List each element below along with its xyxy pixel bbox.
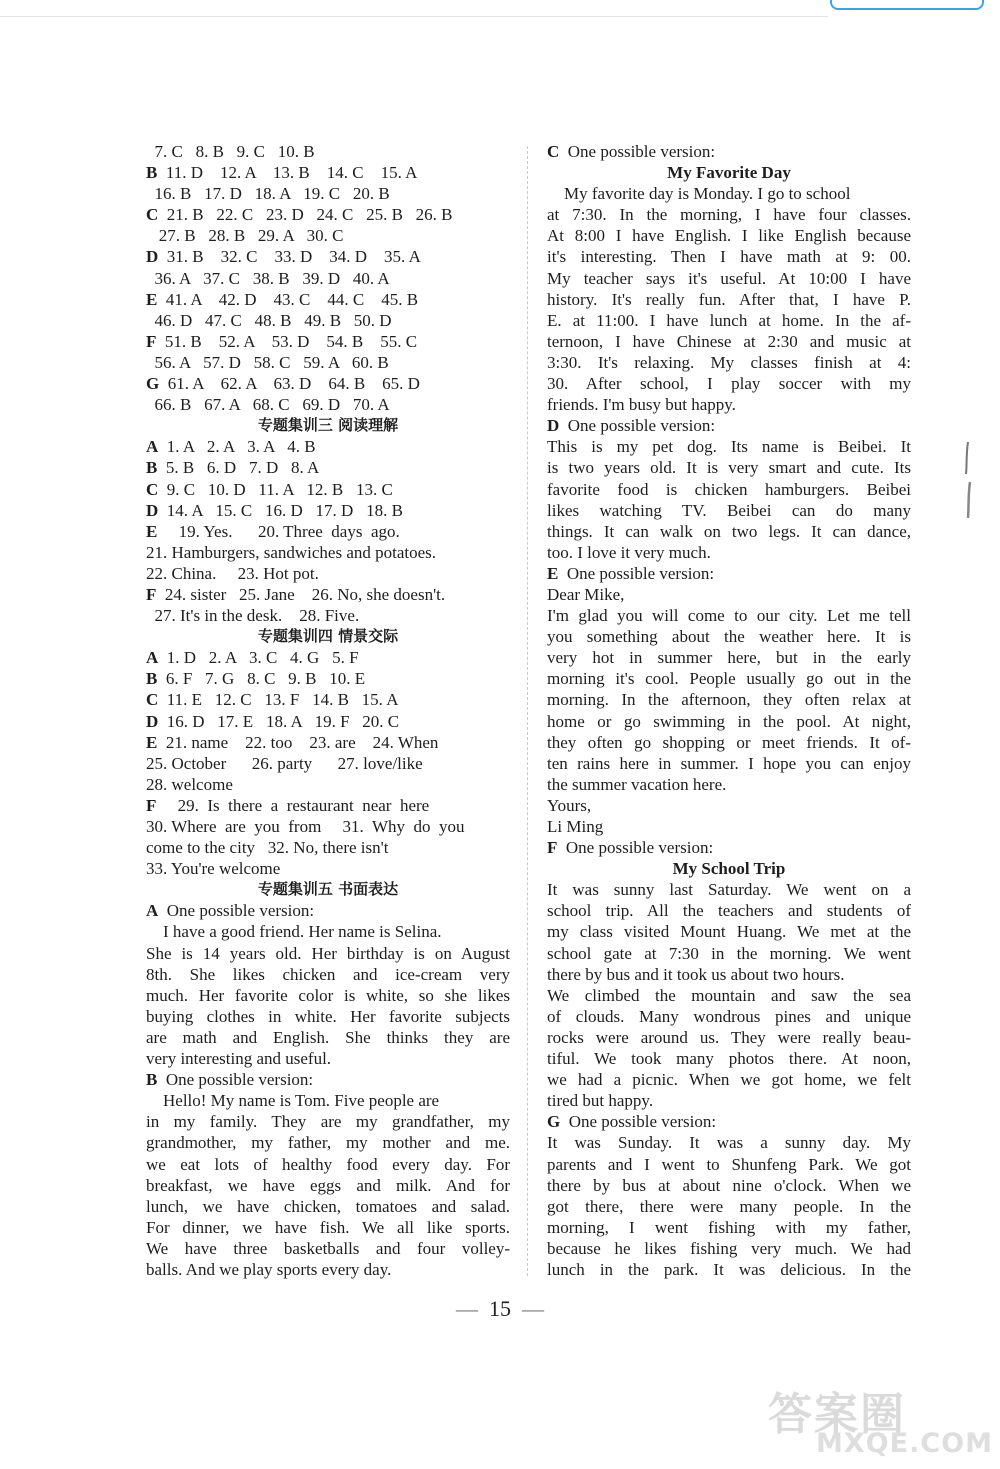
text-line [146,985,510,1006]
line-text: much. Her favorite color is white, so she likes [146,985,510,1005]
text-line [547,310,911,331]
line-text: 8th. She likes chicken and ice-cream very [146,964,510,984]
line-text: 29. Is there a restaurant near here [164,795,430,815]
line-text: Li Ming [547,817,604,836]
text-line [547,289,911,310]
line-text: home or go swimming in the pool. At night, [547,711,911,731]
text-line [146,1048,510,1069]
line-text: you something about the weather here. It is [547,627,911,647]
item-letter: D [146,247,159,267]
line-text: 24. sister 25. Jane 26. No, she doesn't. [164,584,446,604]
text-line [547,626,911,647]
text-line [547,985,911,1006]
text-line [547,521,911,542]
scan-mark [960,440,980,520]
line-text: buying clothes in white. Her favorite subjects [146,1006,510,1026]
line-text: 33. You're welcome [146,859,281,879]
text-line [146,436,510,457]
item-letter: A [146,437,159,457]
line-text: come to the city 32. No, there isn't [146,838,389,858]
text-line [547,711,911,732]
line-text: 31. B 32. C 33. D 34. D 35. A [166,247,421,267]
line-text: tired but happy. [547,1091,654,1111]
line-text: Yours, [547,795,592,815]
text-line [146,352,510,373]
item-letter: B [146,1070,158,1090]
text-line [547,605,911,626]
item-letter: E [146,732,158,752]
text-line [146,1069,510,1090]
line-text: At 8:00 I have English. I like English because [547,226,911,246]
line-text: 27. B 28. B 29. A 30. C [146,226,344,246]
text-line [146,162,510,183]
item-letter: A [146,648,159,668]
text-line [146,689,510,710]
text-line [547,415,911,436]
line-text: are math and English. She thinks they are [146,1027,510,1047]
line-text: favorite food is chicken hamburgers. Beibei [547,479,911,499]
line-text: very hot in summer here, but in the early [547,648,911,668]
text-line [146,1027,510,1048]
line-text: we eat lots of healthy food every day. For [146,1154,510,1174]
line-text: 16. B 17. D 18. A 19. C 20. B [146,184,390,204]
column-divider [527,146,528,1276]
text-line [146,268,510,289]
line-text: E. at 11:00. I have lunch at home. In the af- [547,310,911,330]
text-line [547,373,911,394]
text-line [547,436,911,457]
text-line [547,204,911,225]
section-heading: 专题集训三 阅读理解 [257,416,399,435]
line-text: 6. F 7. G 8. C 9. B 10. E [165,669,366,689]
text-line [547,879,911,900]
line-text: morning. In the afternoon, they often relax at [547,690,911,710]
item-letter: D [547,416,560,436]
text-line [146,141,510,162]
line-text: 25. October 26. party 27. love/like [146,753,423,773]
line-text: 28. welcome [146,774,233,794]
line-text: 46. D 47. C 48. B 49. B 50. D [146,310,392,330]
text-line [547,1027,911,1048]
line-text: of clouds. Many wondrous pines and unique [547,1006,911,1026]
line-text: lunch in the park. It was delicious. In the [547,1259,911,1279]
line-text: 21. name 22. too 23. are 24. When [165,732,439,752]
text-line [547,964,911,985]
text-line [146,753,510,774]
line-text: One possible version: [568,1112,717,1132]
text-line [146,858,510,879]
text-line [547,837,911,858]
line-text: got there, there were many people. In the [547,1196,911,1216]
text-line [547,1238,911,1259]
line-text: school trip. All the teachers and students of [547,901,911,921]
text-line [146,647,510,668]
line-text: likes watching TV. Beibei can do many [547,500,911,520]
line-text: in my family. They are my grandfather, my [146,1112,510,1132]
line-text: 30. Where are you from 31. Why do you [146,817,465,836]
line-text: morning it's cool. People usually go out in the [547,669,911,689]
line-text: This is my pet dog. Its name is Beibei. It [547,437,911,457]
item-letter: G [547,1112,561,1132]
item-letter: G [146,374,160,394]
text-line [146,542,510,563]
item-letter: C [146,690,159,710]
text-line [547,1048,911,1069]
line-text: there by bus at about nine o'clock. When we [547,1175,911,1195]
line-text: 3:30. It's relaxing. My classes finish at 4: [547,352,911,372]
item-letter: C [146,479,159,499]
text-line [547,457,911,478]
item-letter: A [146,901,159,921]
text-line [146,711,510,732]
line-text: 22. China. 23. Hot pot. [146,563,319,583]
text-line [146,183,510,204]
line-text: 41. A 42. D 43. C 44. C 45. B [165,289,419,309]
item-letter: E [547,563,559,583]
line-text: 30. After school, I play soccer with my [547,374,911,394]
text-line [146,225,510,246]
text-line [547,900,911,921]
watermark-logo [768,1378,998,1466]
text-line [547,1196,911,1217]
line-text: ten rains here in summer. I hope you can enjoy [547,753,911,773]
text-line [547,1154,911,1175]
line-text: 66. B 67. A 68. C 69. D 70. A [146,395,390,415]
text-line [547,584,911,605]
text-line [547,1217,911,1238]
line-text: It was sunny last Saturday. We went on a [547,880,911,900]
text-line [547,1175,911,1196]
text-line [547,689,911,710]
line-text: 9. C 10. D 11. A 12. B 13. C [166,479,393,499]
line-text: there by bus and it took us about two hours. [547,964,845,984]
text-line [547,225,911,246]
text-line [547,500,911,521]
section-heading: My Favorite Day [667,163,791,183]
header-tab-frame [830,0,984,10]
line-text: things. It can walk on two legs. It can dance, [547,521,911,541]
line-text: morning, I went fishing with my father, [547,1217,911,1237]
line-text: 14. A 15. C 16. D 17. D 18. B [166,500,403,520]
right-column [547,141,911,1280]
line-text: 11. D 12. A 13. B 14. C 15. A [165,163,418,183]
text-line [547,394,911,415]
item-letter: C [146,205,159,225]
text-line [146,1259,510,1280]
text-line [547,668,911,689]
line-text: One possible version: [166,901,315,921]
text-line [547,1132,911,1153]
line-text: too. I love it very much. [547,542,711,562]
line-text: ternoon, I have Chinese at 2:30 and music at [547,331,911,351]
line-text: the summer vacation here. [547,774,727,794]
text-line [146,521,510,542]
line-text: Hello! My name is Tom. Five people are [146,1091,440,1111]
text-line [146,310,510,331]
item-letter: F [146,795,157,815]
item-letter: C [547,142,560,161]
line-text: because he likes fishing very much. We had [547,1238,911,1258]
line-text: One possible version: [165,1070,314,1090]
line-text: history. It's really fun. After that, I have P. [547,289,911,309]
line-text: 56. A 57. D 58. C 59. A 60. B [146,352,389,372]
line-text: 16. D 17. E 18. A 19. F 20. C [166,711,400,731]
line-text: We climbed the mountain and saw the sea [547,985,911,1005]
line-text: grandmother, my father, my mother and me. [146,1133,510,1153]
line-text: One possible version: [565,838,714,858]
line-text: 1. D 2. A 3. C 4. G 5. F [166,648,359,668]
item-letter: F [146,584,157,604]
line-text: 21. Hamburgers, sandwiches and potatoes. [146,542,437,562]
line-text: My teacher says it's useful. At 10:00 I have [547,268,911,288]
text-line [547,268,911,289]
text-line [146,584,510,605]
text-line [547,1069,911,1090]
text-line [146,457,510,478]
line-text: at 7:30. In the morning, I have four classes. [547,205,911,225]
text-line [146,795,510,816]
text-line [547,753,911,774]
item-letter: E [146,289,158,309]
item-letter: F [146,331,157,351]
line-text: lunch, we have chicken, tomatoes and salad. [146,1196,510,1216]
text-line [146,500,510,521]
item-letter: D [146,500,159,520]
text-line [146,331,510,352]
text-line [547,1090,911,1111]
text-line [146,1238,510,1259]
line-text: rocks were around us. They were really beau- [547,1027,911,1047]
page-number: — 15 — [456,1296,544,1321]
text-line [547,816,911,837]
text-line [146,964,510,985]
text-line [146,668,510,689]
text-line [547,774,911,795]
item-letter: B [146,458,158,478]
text-line [547,563,911,584]
line-text: One possible version: [566,563,715,583]
text-line [146,837,510,858]
text-line [547,1111,911,1132]
line-text: We have three basketballs and four volley- [146,1238,510,1258]
line-text: 21. B 22. C 23. D 24. C 25. B 26. B [166,205,453,225]
page-number-text: 15 [489,1296,511,1321]
text-line [547,943,911,964]
line-text: 36. A 37. C 38. B 39. D 40. A [146,268,390,288]
text-line [547,542,911,563]
line-text: 11. E 12. C 13. F 14. B 15. A [166,690,399,710]
text-line [146,204,510,225]
text-line [547,1259,911,1280]
text-line [146,1111,510,1132]
text-line [146,1196,510,1217]
top-rule [0,16,828,17]
watermark-seal: 答案圈 [768,1389,906,1440]
text-line [146,1175,510,1196]
text-line [146,605,510,626]
line-text: school gate at 7:30 in the morning. We went [547,943,911,963]
text-line [146,479,510,500]
text-line [146,394,510,415]
line-text: parents and I went to Shunfeng Park. We got [547,1154,911,1174]
item-letter: E [146,521,158,541]
line-text: 5. B 6. D 7. D 8. A [165,458,320,478]
text-line [146,921,510,942]
line-text: 19. Yes. 20. Three days ago. [165,521,400,541]
line-text: my class visited Mount Huang. We met at the [547,922,911,942]
text-line [547,1006,911,1027]
line-text: Dear Mike, [547,584,625,604]
line-text: 61. A 62. A 63. D 64. B 65. D [167,374,420,394]
item-letter: F [547,838,558,858]
line-text: One possible version: [567,142,716,161]
line-text: tiful. We took many photos there. At noon, [547,1049,911,1069]
text-line [547,141,911,162]
line-text: is two years old. It is very smart and cute. Its [547,458,911,478]
text-line [146,373,510,394]
line-text: balls. And we play sports every day. [146,1259,392,1279]
text-line [547,479,911,500]
section-heading: My School Trip [672,859,786,879]
line-text: I'm glad you will come to our city. Let me tell [547,606,911,626]
text-line [146,246,510,267]
line-text: One possible version: [567,416,716,436]
text-line [146,943,510,964]
text-line [146,774,510,795]
text-line [547,647,911,668]
text-line [547,921,911,942]
line-text: they often go shopping or meet friends. It of- [547,732,911,752]
line-text: breakfast, we have eggs and milk. And for [146,1175,510,1195]
text-line [146,816,510,837]
section-heading: 专题集训四 情景交际 [257,627,399,646]
text-line [547,331,911,352]
text-line [146,1132,510,1153]
item-letter: B [146,669,158,689]
line-text: It was Sunday. It was a sunny day. My [547,1133,911,1153]
watermark-url: MXQE.COM [816,1428,993,1459]
text-line [146,1090,510,1111]
text-line [146,1217,510,1238]
text-line [146,563,510,584]
line-text: friends. I'm busy but happy. [547,395,736,415]
line-text: I have a good friend. Her name is Selina. [146,922,442,942]
line-text: 27. It's in the desk. 28. Five. [146,606,360,626]
text-line [547,246,911,267]
line-text: we had a picnic. When we got home, we felt [547,1070,911,1090]
line-text: For dinner, we have fish. We all like sports. [146,1217,510,1237]
line-text: 1. A 2. A 3. A 4. B [166,437,316,457]
line-text: My favorite day is Monday. I go to school [547,184,851,204]
left-column [146,141,510,1280]
text-line [146,289,510,310]
line-text: 51. B 52. A 53. D 54. B 55. C [164,331,418,351]
text-line [547,795,911,816]
text-line [146,732,510,753]
line-text: 7. C 8. B 9. C 10. B [146,142,315,161]
item-letter: B [146,163,158,183]
text-line [547,352,911,373]
line-text: very interesting and useful. [146,1049,332,1069]
text-line [146,1154,510,1175]
text-line [547,732,911,753]
line-text: She is 14 years old. Her birthday is on August [146,943,510,963]
text-line [547,183,911,204]
section-heading: 专题集训五 书面表达 [257,880,399,899]
line-text: it's interesting. Then I have math at 9: 00. [547,247,911,267]
text-line [146,900,510,921]
text-line [146,1006,510,1027]
item-letter: D [146,711,159,731]
